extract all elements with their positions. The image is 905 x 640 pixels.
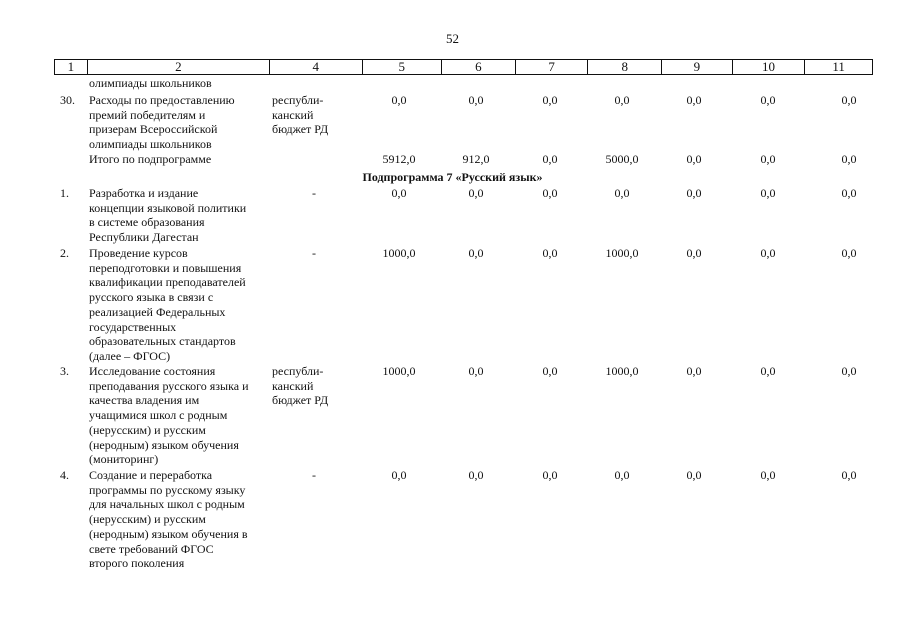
row-value: 0,0 — [841, 468, 857, 482]
row-number: 1. — [60, 186, 69, 200]
row-name-line: свете требований ФГОС — [89, 541, 214, 556]
row-source-dash: - — [312, 246, 316, 260]
row-source-dash: - — [312, 468, 316, 482]
header-col-9: 9 — [662, 60, 733, 74]
row-value: 0,0 — [760, 364, 776, 378]
row-value: 0,0 — [542, 152, 558, 166]
row-name-line: (нерусским) и русским — [89, 512, 206, 527]
row-name-line: (неродным) языком обучения в — [89, 526, 248, 541]
row-value: 0,0 — [760, 186, 776, 200]
row-name — [89, 93, 269, 152]
row-source-line: канский — [272, 107, 314, 122]
row-source — [272, 93, 352, 137]
row-value: 0,0 — [686, 186, 702, 200]
row-value: 912,0 — [462, 152, 490, 166]
header-col-2: 2 — [88, 60, 270, 74]
row-value: 0,0 — [760, 93, 776, 107]
row-name-line: качества владения им — [89, 393, 200, 408]
row-name-line: программы по русскому языку — [89, 482, 246, 497]
row-value: 0,0 — [614, 468, 630, 482]
continued-label: олимпиады школьников — [89, 76, 212, 90]
row-name-line: переподготовки и повышения — [89, 260, 242, 275]
row-source-line: республи- — [272, 93, 324, 107]
row-value: 0,0 — [542, 186, 558, 200]
row-value: 0,0 — [686, 246, 702, 260]
row-name — [89, 152, 269, 167]
row-name-line: Разработка и издание — [89, 186, 199, 200]
header-col-10: 10 — [733, 60, 806, 74]
row-number: 4. — [60, 468, 69, 482]
row-source-dash: - — [312, 186, 316, 200]
row-name-line: преподавания русского языка и — [89, 378, 249, 393]
row-name-line: Создание и переработка — [89, 468, 213, 482]
table-header-row — [54, 59, 873, 75]
page-number: 52 — [446, 31, 459, 46]
row-source — [272, 364, 352, 408]
row-name — [89, 246, 269, 364]
row-name — [89, 364, 269, 467]
row-source-line: бюджет РД — [272, 122, 329, 137]
header-col-1: 1 — [55, 60, 88, 74]
header-col-5: 5 — [363, 60, 443, 74]
row-source-line: бюджет РД — [272, 393, 329, 408]
row-value: 0,0 — [468, 364, 484, 378]
row-name-line: (нерусским) и русским — [89, 422, 206, 437]
row-number: 3. — [60, 364, 69, 378]
row-value: 0,0 — [686, 364, 702, 378]
row-value: 0,0 — [542, 93, 558, 107]
row-value: 0,0 — [468, 468, 484, 482]
row-name-line: Проведение курсов — [89, 246, 188, 260]
row-number: 2. — [60, 246, 69, 260]
row-value: 0,0 — [468, 186, 484, 200]
row-value: 0,0 — [614, 186, 630, 200]
row-value: 0,0 — [686, 152, 702, 166]
header-col-6: 6 — [442, 60, 516, 74]
row-value: 1000,0 — [382, 246, 416, 260]
row-name — [89, 468, 269, 571]
row-name-line: реализацией Федеральных — [89, 304, 226, 319]
row-name-line: (неродным) языком обучения — [89, 437, 239, 452]
subprogram-title: Подпрограмма 7 «Русский язык» — [362, 170, 543, 184]
row-name-line: для начальных школ с родным — [89, 497, 245, 512]
row-value: 0,0 — [760, 468, 776, 482]
row-name-line: второго поколения — [89, 556, 185, 571]
header-col-7: 7 — [516, 60, 589, 74]
row-name-line: государственных — [89, 319, 177, 334]
row-value: 0,0 — [841, 246, 857, 260]
row-number: 30. — [60, 93, 75, 107]
row-value: 0,0 — [542, 468, 558, 482]
row-value: 0,0 — [391, 468, 407, 482]
row-name-line: концепции языковой политики — [89, 200, 247, 215]
row-name-line: Республики Дагестан — [89, 230, 199, 245]
row-value: 0,0 — [841, 186, 857, 200]
row-name-line: учащимися школ с родным — [89, 408, 228, 423]
row-value: 0,0 — [542, 246, 558, 260]
row-value: 1000,0 — [382, 364, 416, 378]
row-name — [89, 186, 269, 245]
row-value: 0,0 — [468, 93, 484, 107]
row-value: 0,0 — [468, 246, 484, 260]
row-name-line: Исследование состояния — [89, 364, 216, 378]
row-value: 5000,0 — [605, 152, 639, 166]
row-value: 0,0 — [686, 93, 702, 107]
row-name-line: Итого по подпрограмме — [89, 152, 212, 166]
row-name-line: олимпиады школьников — [89, 137, 212, 152]
row-name-line: образовательных стандартов — [89, 334, 236, 349]
header-col-4: 4 — [270, 60, 363, 74]
row-name-line: квалификации преподавателей — [89, 275, 246, 290]
row-name-line: (далее – ФГОС) — [89, 348, 171, 363]
row-name-line: Расходы по предоставлению — [89, 93, 235, 107]
row-value: 5912,0 — [382, 152, 416, 166]
header-col-8: 8 — [588, 60, 662, 74]
row-value: 0,0 — [391, 93, 407, 107]
row-value: 0,0 — [391, 186, 407, 200]
row-value: 0,0 — [614, 93, 630, 107]
row-value: 0,0 — [760, 246, 776, 260]
row-source-line: канский — [272, 378, 314, 393]
row-value: 0,0 — [841, 364, 857, 378]
row-value: 1000,0 — [605, 364, 639, 378]
row-name-line: русского языка в связи с — [89, 290, 214, 305]
row-name-line: премий победителям и — [89, 107, 206, 122]
row-name-line: в системе образования — [89, 215, 205, 230]
row-value: 0,0 — [841, 152, 857, 166]
header-col-11: 11 — [832, 59, 845, 74]
row-value: 0,0 — [542, 364, 558, 378]
row-value: 0,0 — [841, 93, 857, 107]
row-value: 0,0 — [760, 152, 776, 166]
row-value: 1000,0 — [605, 246, 639, 260]
row-name-line: (мониторинг) — [89, 452, 159, 467]
row-source-line: республи- — [272, 364, 324, 378]
row-value: 0,0 — [686, 468, 702, 482]
row-name-line: призерам Всероссийской — [89, 122, 218, 137]
